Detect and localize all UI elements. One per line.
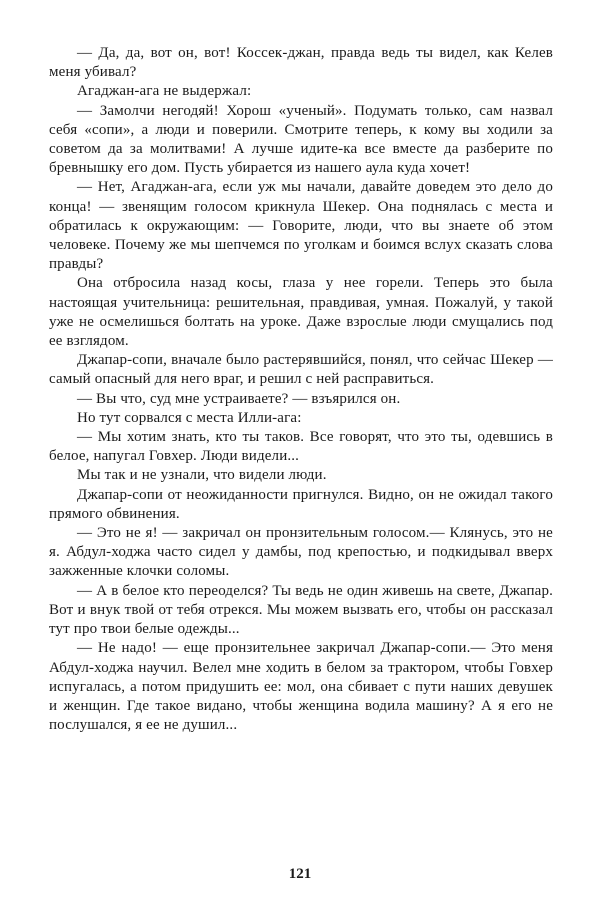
paragraph-10: Мы так и не узнали, что видели люди. <box>77 467 327 484</box>
paragraph-7: — Вы что, суд мне устраиваете? — взъярился он. <box>77 390 401 407</box>
paragraph-8: Но тут сорвался с места Илли-ага: <box>77 409 302 426</box>
paragraph-4: — Нет, Агаджан-ага, если уж мы начали, давайте доведем это дело до конца! — звенящим голосом крикнула Шекер. Она поднялась с места и обратилась к окружающим: — Говорите, люди, что вы знаете об этом человеке. Почему же мы шепчемся по уголкам и боимся вслух сказать слова правды? <box>49 179 553 273</box>
paragraph-2: Агаджан-ага не выдержал: <box>77 83 252 100</box>
paragraph-3: — Замолчи негодяй! Хорош «ученый». Подумать только, сам назвал себя «сопи», а люди и поверили. Смотрите теперь, к кому вы ходили за советом да за молитвами! А лучше идите-ка все вместе да разберите по бревнышку его дом. Пусть убирается из нашего аула куда хочет! <box>49 102 553 177</box>
page-text <box>49 44 553 889</box>
paragraph-6: Джапар-сопи, вначале было растерявшийся, понял, что сейчас Шекер — самый опасный для него враг, и решил с ней расправиться. <box>49 352 553 388</box>
paragraph-1: — Да, да, вот он, вот! Коссек-джан, правда ведь ты видел, как Келев меня убивал? <box>49 45 553 81</box>
paragraph-12: — Это не я! — закричал он пронзительным голосом.— Клянусь, это не я. Абдул-ходжа часто сидел у дамбы, под крепостью, и подкидывал вверх зажженные клочки соломы. <box>49 525 553 580</box>
paragraph-5: Она отбросила назад косы, глаза у нее горели. Теперь это была настоящая учительница: решительная, правдивая, умная. Пожалуй, у такой уже не осмелишься болтать на уроке. Даже взрослые люди смущались под ее взглядом. <box>49 275 553 350</box>
page-number: 121 <box>288 866 312 882</box>
paragraph-11: Джапар-сопи от неожиданности пригнулся. Видно, он не ожидал такого прямого обвинения. <box>49 486 553 522</box>
paragraph-9: — Мы хотим знать, кто ты таков. Все говорят, что это ты, одевшись в белое, напугал Говхер. Люди видели... <box>49 429 553 465</box>
paragraph-14: — Не надо! — еще пронзительнее закричал Джапар-сопи.— Это меня Абдул-ходжа научил. Велел мне ходить в белом за трактором, чтобы Говхер испугалась, а потом придушить ее: мол, она сбивает с пути наших девушек и женщин. Где такое видано, чтобы женщина водила машину? А я его не послушался, я ее не душил... <box>49 640 553 734</box>
paragraph-13: — А в белое кто переоделся? Ты ведь не один живешь на свете, Джапар. Вот и внук твой от тебя отрекся. Мы можем вызвать его, чтобы он рассказал тут про твои белые одежды... <box>49 582 553 638</box>
